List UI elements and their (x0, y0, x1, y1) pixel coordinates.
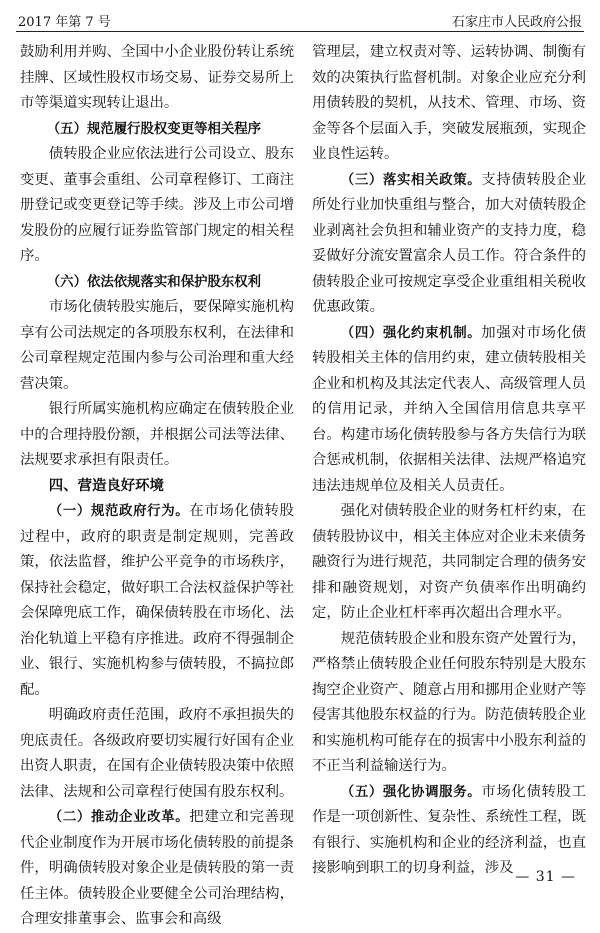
section-heading: 四、营造良好环境 (48, 477, 164, 494)
subheading: （六）依法依规落实和保护股东权利 (46, 274, 262, 290)
paragraph-body: 支持债转股企业所处行业加快重组与整合，加大对债转股企业剥离社会负担和辅业资产的支持力度，稳妥做好分流安置富余人员工作。符合条件的债转股企业可按规定享受企业重组相关税收优惠政策。 (312, 171, 586, 315)
left-column (20, 40, 294, 933)
paragraph-body: 把建立和完善现代企业制度作为开展市场化债转股的前提条件，明确债转股对象企业是债转股的第一责任主体。债转股企业要健全公司治理结构，合理安排董事会、监事会和高级 (20, 809, 294, 927)
inline-heading: （三）落实相关政策。 (340, 172, 482, 188)
inline-heading: （五）强化协调服务。 (340, 784, 482, 800)
issue-label: 2017 年第 7 号 (18, 15, 111, 30)
paragraph (20, 805, 294, 933)
paragraph: 债转股企业应依法进行公司设立、股东变更、董事会重组、公司章程修订、工商注册登记或变更登记等手续。涉及上市公司增发股份的应履行证券监管部门规定的相关程序。 (20, 146, 294, 264)
paragraph (312, 168, 586, 321)
subheading: （五）规范履行股权变更等相关程序 (46, 121, 262, 137)
header-rule (16, 31, 584, 32)
paragraph: 市场化债转股实施后，要保障实施机构享有公司法规定的各项股东权利，在法律和公司章程规定范围内参与公司治理和重大经营决策。 (20, 299, 294, 392)
inline-heading: （一）规范政府行为。 (48, 504, 190, 519)
paragraph: 规范债转股企业和股东资产处置行为，严格禁止债转股企业任何股东特别是大股东掏空企业资产、随意占用和挪用企业财产等侵害其他股东权益的行为。防范债转股企业和实施机构可能存在的损害中小股东利益的不正当利益输送行为。 (312, 630, 586, 774)
inline-heading: （四）强化约束机制。 (340, 325, 482, 341)
paragraph (312, 780, 586, 882)
paragraph: 强化对债转股企业的财务杠杆约束，在债转股协议中，相关主体应对企业未来债务融资行为进行规范，共同制定合理的债务安排和融资规划，对资产负债率作出明确约定，防止企业杠杆率再次超出合理水平。 (312, 503, 586, 621)
page-header (18, 6, 582, 30)
paragraph (312, 321, 586, 500)
right-column (312, 40, 586, 882)
publication-title: 石家庄市人民政府公报 (451, 15, 582, 30)
paragraph-body: 市场化债转股工作是一项创新性、复杂性、系统性工程，既有银行、实施机构和企业的经济利益，也直接影响到职工的切身利益，涉及 (312, 783, 586, 876)
paragraph: 明确政府责任范围，政府不承担损失的兜底责任。各级政府要切实履行好国有企业出资人职责，在国有企业债转股决策中依照法律、法规和公司章程行使国有股东权利。 (20, 707, 294, 800)
paragraph: 管理层，建立权责对等、运转协调、制衡有效的决策执行监督机制。对象企业应充分利用债转股的契机，从技术、管理、市场、资金等各个层面入手，突破发展瓶颈，实现企业良性运转。 (312, 44, 586, 162)
paragraph (20, 499, 294, 703)
inline-heading: （二）推动企业改革。 (48, 810, 190, 825)
page-number: — 31 — (515, 869, 576, 885)
paragraph: 银行所属实施机构应确定在债转股企业中的合理持股份额，并根据公司法等法律、法规要求承担有限责任。 (20, 401, 294, 468)
paragraph-body: 加强对市场化债转股相关主体的信用约束，建立债转股相关企业和机构及其法定代表人、高级管理人员的信用记录，并纳入全国信用信息共享平台。构建市场化债转股参与各方失信行为联合惩戒机制，依据相关法律、法规严格追究违法违规单位及相关人员责任。 (312, 324, 586, 494)
paragraph-body: 在市场化债转股过程中，政府的职责是制定规则，完善政策，依法监督，维护公平竞争的市场秩序，保持社会稳定，做好职工合法权益保护等社会保障兜底工作，确保债转股在市场化、法治化轨道上平稳有序推进。政府不得强制企业、银行、实施机构参与债转股，不搞拉郎配。 (20, 503, 294, 698)
paragraph: 鼓励利用并购、全国中小企业股份转让系统挂牌、区域性股权市场交易、证券交易所上市等渠道实现转让退出。 (20, 44, 294, 111)
